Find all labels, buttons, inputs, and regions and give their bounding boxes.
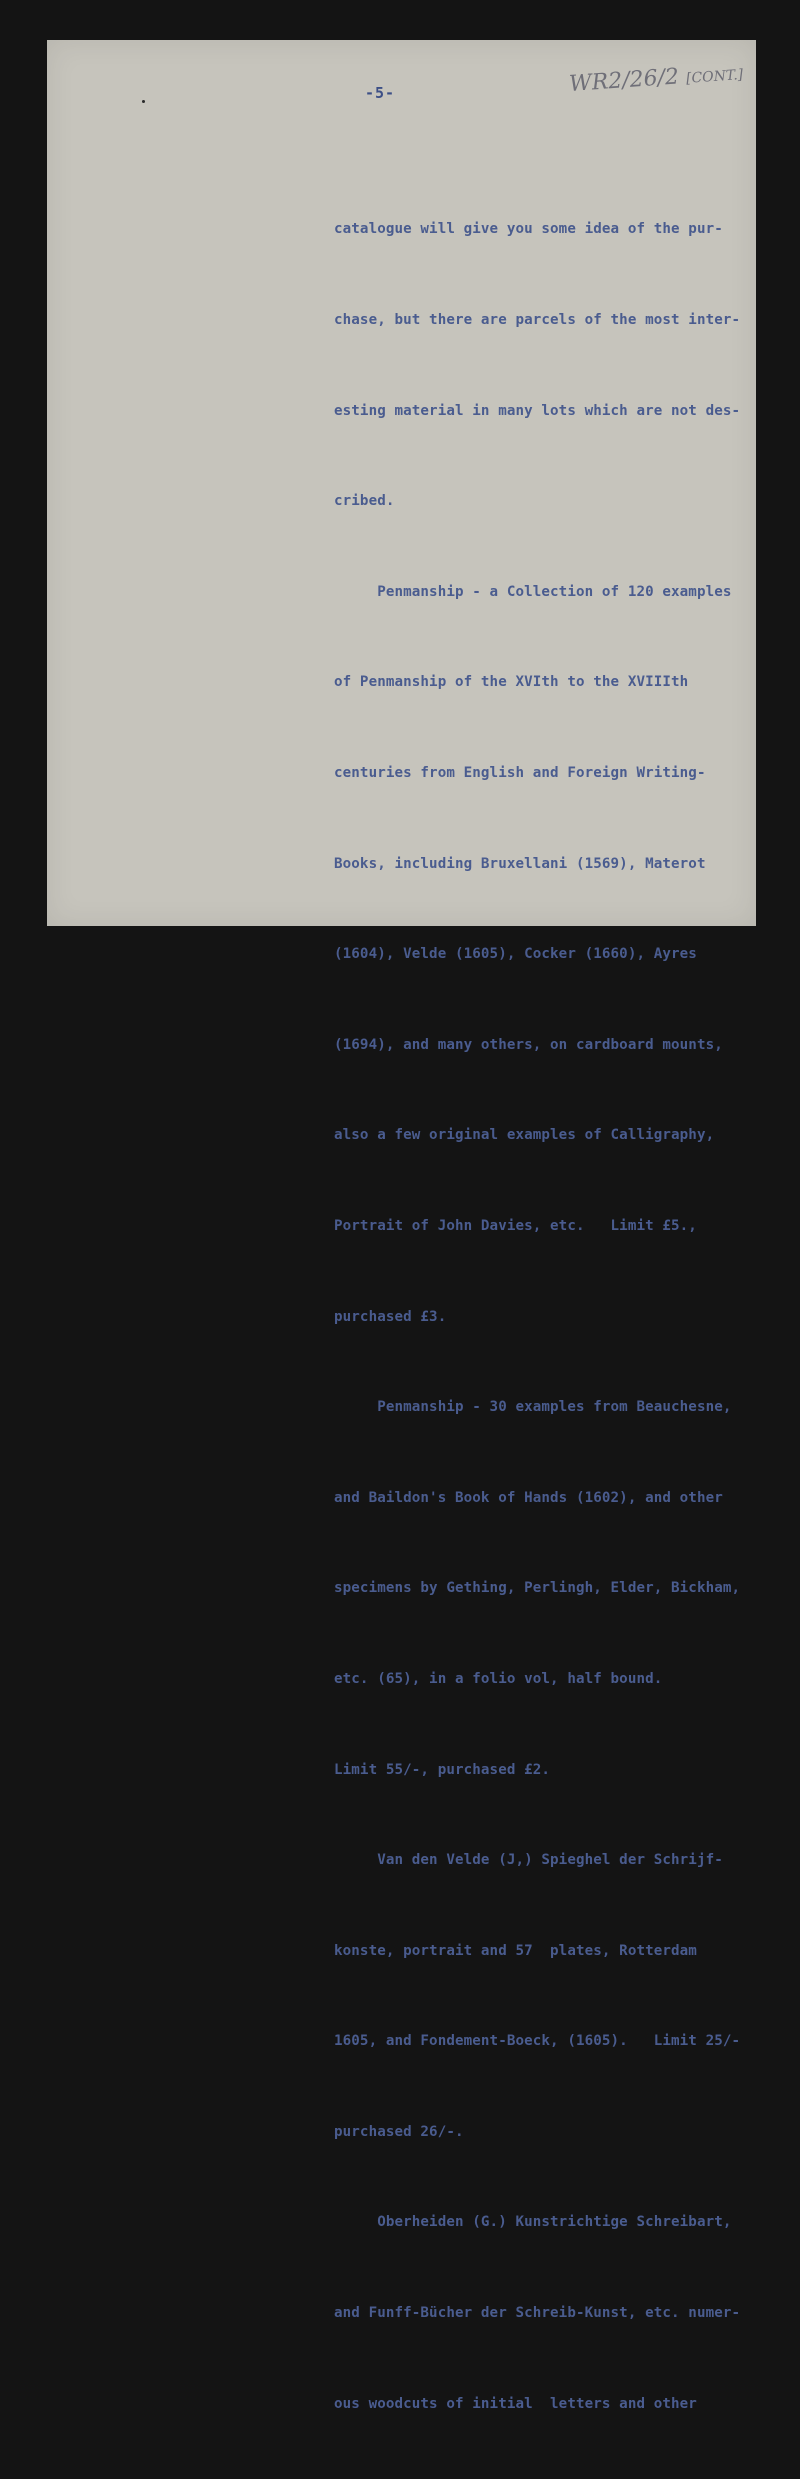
page-number: -5- bbox=[365, 84, 396, 102]
handwritten-reference bbox=[568, 60, 743, 97]
text-line: purchased £3. bbox=[334, 1308, 447, 1325]
document-page bbox=[47, 40, 756, 2412]
text-line: and Funff-Bücher der Schreib-Kunst, etc. numer- bbox=[334, 2305, 741, 2322]
text-line: and Baildon's Book of Hands (1602), and other bbox=[334, 1489, 723, 1506]
text-line: catalogue will give you some idea of the pur- bbox=[334, 221, 723, 238]
paper-mark bbox=[142, 100, 145, 103]
text-line: also a few original examples of Calligraphy, bbox=[334, 1127, 715, 1144]
text-line: Penmanship - 30 examples from Beauchesne, bbox=[334, 1399, 732, 1416]
text-line: centuries from English and Foreign Writing- bbox=[334, 764, 706, 781]
reference-suffix: [CONT.] bbox=[685, 66, 744, 87]
text-line: (1694), and many others, on cardboard mounts, bbox=[334, 1036, 723, 1053]
text-line: Oberheiden (G.) Kunstrichtige Schreibart, bbox=[334, 2214, 732, 2231]
text-line: of Penmanship of the XVIth to the XVIIIth bbox=[334, 674, 689, 691]
text-line: ous woodcuts of initial letters and other bbox=[334, 2395, 697, 2412]
text-line: konste, portrait and 57 plates, Rotterdam bbox=[334, 1942, 697, 1959]
text-line: Van den Velde (J,) Spieghel der Schrijf- bbox=[334, 1852, 723, 1869]
text-line: specimens by Gething, Perlingh, Elder, Bickham, bbox=[334, 1580, 741, 1597]
text-line: etc. (65), in a folio vol, half bound. bbox=[334, 1670, 663, 1687]
reference-code: WR2/26/2 bbox=[568, 64, 680, 98]
text-line: chase, but there are parcels of the most inter- bbox=[334, 312, 741, 328]
text-line: Portrait of John Davies, etc. Limit £5., bbox=[334, 1217, 697, 1234]
text-line: 1605, and Fondement-Boeck, (1605). Limit 25/- bbox=[334, 2033, 741, 2050]
text-line: esting material in many lots which are not des- bbox=[334, 402, 741, 419]
text-line: purchased 26/-. bbox=[334, 2123, 464, 2140]
text-line: Limit 55/-, purchased £2. bbox=[334, 1761, 551, 1778]
text-line: (1604), Velde (1605), Cocker (1660), Ayres bbox=[334, 946, 697, 963]
typed-body-text bbox=[334, 154, 754, 2479]
text-line: Penmanship - a Collection of 120 examples bbox=[334, 583, 732, 600]
text-line: cribed. bbox=[334, 493, 395, 510]
text-line: Books, including Bruxellani (1569), Materot bbox=[334, 855, 706, 872]
